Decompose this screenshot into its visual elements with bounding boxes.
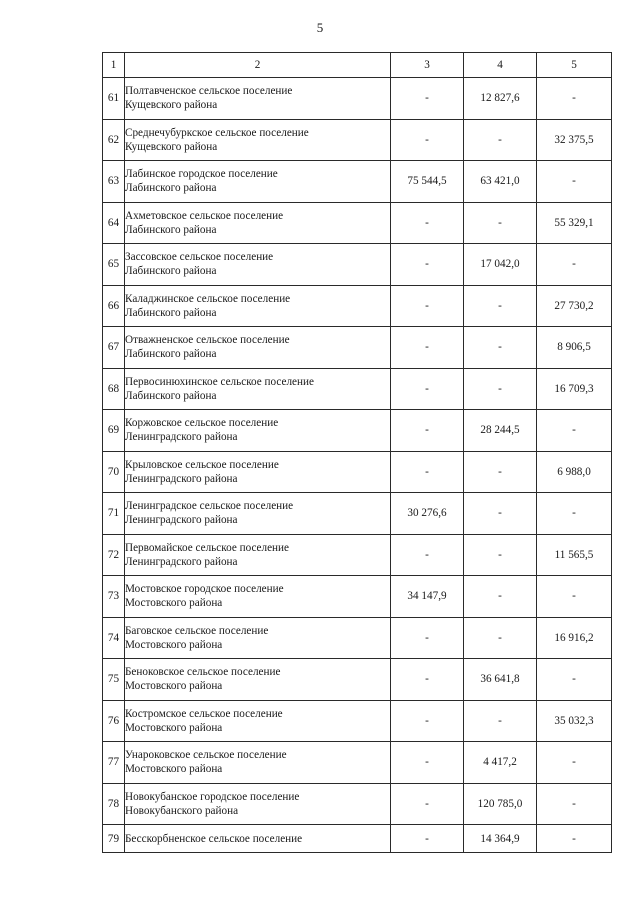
settlement-name-cell [125,327,391,369]
value-text: - [425,797,429,810]
value-cell-col-5 [537,534,612,576]
settlement-name-line: Отважненское сельское поселение [125,334,290,347]
settlement-name-line: Мостовского района [125,721,223,734]
table-row [103,119,612,161]
settlement-name-line: Унароковское сельское поселение [125,749,287,762]
value-cell-col-5 [537,368,612,410]
value-text: - [498,216,502,229]
row-number-cell: 75 [103,659,125,701]
value-cell-col-4 [464,119,537,161]
value-cell-col-4 [464,534,537,576]
settlement-name-cell [125,659,391,701]
value-text: - [572,590,576,603]
table-row [103,617,612,659]
settlement-name-line: Крыловское сельское поселение [125,458,279,471]
value-text: 16 916,2 [554,631,594,644]
value-cell-col-4 [464,576,537,618]
value-cell-col-4 [464,161,537,203]
header-cell-col-3: 3 [391,53,464,78]
settlement-name-line: Ленинградского района [125,555,238,568]
value-cell-col-5 [537,78,612,120]
row-number-cell: 73 [103,576,125,618]
settlement-name-line: Бесскорбненское сельское поселение [125,832,303,845]
value-text: - [572,92,576,105]
header-cell-col-1: 1 [103,53,125,78]
value-cell-col-3 [391,576,464,618]
value-cell-col-4 [464,783,537,825]
value-text: 120 785,0 [477,797,523,810]
value-cell-col-4 [464,285,537,327]
table-row [103,700,612,742]
row-number-cell: 63 [103,161,125,203]
value-text: 28 244,5 [480,424,520,437]
row-number-cell: 74 [103,617,125,659]
value-text: - [572,258,576,271]
table-row [103,659,612,701]
value-text: - [425,548,429,561]
value-text: - [425,631,429,644]
value-cell-col-5 [537,576,612,618]
value-cell-col-3 [391,285,464,327]
value-text: - [425,714,429,727]
table-row [103,742,612,784]
table-row [103,202,612,244]
value-text: 16 709,3 [554,382,594,395]
settlement-name-cell [125,617,391,659]
settlement-name-line: Лабинского района [125,223,217,236]
value-text: - [425,465,429,478]
value-cell-col-3 [391,327,464,369]
value-cell-col-3 [391,534,464,576]
settlement-name-cell [125,244,391,286]
value-cell-col-5 [537,700,612,742]
value-cell-col-3 [391,161,464,203]
settlement-name-line: Мостовского района [125,763,223,776]
row-number-cell: 79 [103,825,125,853]
row-number-cell: 72 [103,534,125,576]
settlement-name-line: Новокубанское городское поселение [125,790,300,803]
settlement-name-line: Зассовское сельское поселение [125,251,274,264]
value-text: 55 329,1 [554,216,594,229]
value-cell-col-4 [464,410,537,452]
value-cell-col-4 [464,78,537,120]
settlement-name-cell [125,285,391,327]
value-text: - [572,175,576,188]
row-number-cell: 69 [103,410,125,452]
value-cell-col-5 [537,659,612,701]
settlement-name-line: Полтавченское сельское поселение [125,85,293,98]
settlement-name-cell [125,368,391,410]
settlement-name-line: Ленинградского района [125,431,238,444]
value-cell-col-4 [464,617,537,659]
value-text: - [498,548,502,561]
value-cell-col-3 [391,617,464,659]
value-text: 14 364,9 [480,832,520,845]
table-row [103,451,612,493]
settlement-name-line: Лабинского района [125,265,217,278]
value-text: - [498,507,502,520]
table-row [103,285,612,327]
value-cell-col-3 [391,742,464,784]
value-cell-col-3 [391,451,464,493]
value-text: - [425,92,429,105]
value-cell-col-5 [537,244,612,286]
value-cell-col-3 [391,244,464,286]
value-text: - [498,465,502,478]
value-text: - [572,797,576,810]
settlement-name-line: Первосинюхинское сельское поселение [125,375,314,388]
settlement-name-line: Кущевского района [125,99,218,112]
value-cell-col-4 [464,493,537,535]
settlement-name-line: Лабинского района [125,348,217,361]
settlement-name-line: Ленинградского района [125,472,238,485]
value-text: - [425,299,429,312]
value-cell-col-3 [391,368,464,410]
table-row [103,327,612,369]
value-text: 32 375,5 [554,133,594,146]
value-text: - [425,133,429,146]
row-number-cell: 67 [103,327,125,369]
value-cell-col-3 [391,202,464,244]
value-text: 17 042,0 [480,258,520,271]
settlement-name-line: Лабинского района [125,182,217,195]
value-cell-col-4 [464,659,537,701]
value-cell-col-5 [537,410,612,452]
value-cell-col-4 [464,700,537,742]
value-text: 12 827,6 [480,92,520,105]
row-number-cell: 77 [103,742,125,784]
settlement-name-line: Костромское сельское поселение [125,707,283,720]
value-cell-col-3 [391,700,464,742]
table-row [103,576,612,618]
settlement-name-cell [125,161,391,203]
value-cell-col-5 [537,451,612,493]
value-cell-col-5 [537,202,612,244]
value-text: - [498,133,502,146]
header-cell-col-4: 4 [464,53,537,78]
settlement-name-line: Ленинградского района [125,514,238,527]
value-cell-col-5 [537,493,612,535]
table-row [103,825,612,853]
value-text: - [572,673,576,686]
value-cell-col-4 [464,327,537,369]
value-text: 27 730,2 [554,299,594,312]
value-text: 30 276,6 [407,507,447,520]
value-text: 11 565,5 [554,548,594,561]
row-number-cell: 61 [103,78,125,120]
settlement-name-cell [125,410,391,452]
value-text: - [572,507,576,520]
settlement-name-cell [125,534,391,576]
value-cell-col-4 [464,742,537,784]
settlement-name-line: Беноковское сельское поселение [125,666,281,679]
settlement-name-line: Баговское сельское поселение [125,624,269,637]
value-text: - [572,424,576,437]
value-text: - [498,299,502,312]
value-text: - [425,756,429,769]
row-number-cell: 65 [103,244,125,286]
settlement-name-line: Мостовское городское поселение [125,583,284,596]
settlement-name-cell [125,742,391,784]
value-text: - [572,832,576,845]
settlement-name-cell [125,825,391,853]
value-text: - [425,216,429,229]
settlement-name-line: Мостовского района [125,597,223,610]
row-number-cell: 66 [103,285,125,327]
table-row [103,368,612,410]
value-text: - [425,382,429,395]
value-cell-col-5 [537,783,612,825]
value-cell-col-4 [464,368,537,410]
value-text: - [498,590,502,603]
value-text: 8 906,5 [557,341,591,354]
value-cell-col-5 [537,617,612,659]
settlement-name-line: Мостовского района [125,680,223,693]
row-number-cell: 64 [103,202,125,244]
value-text: - [572,756,576,769]
table-row [103,493,612,535]
value-cell-col-3 [391,783,464,825]
value-cell-col-4 [464,244,537,286]
table-row [103,78,612,120]
value-text: 34 147,9 [407,590,447,603]
settlement-name-line: Ленинградское сельское поселение [125,500,294,513]
table-header-row [103,53,612,78]
settlement-name-line: Лабинское городское поселение [125,168,278,181]
row-number-cell: 71 [103,493,125,535]
row-number-cell: 68 [103,368,125,410]
header-cell-col-5: 5 [537,53,612,78]
table-row [103,244,612,286]
table-row [103,410,612,452]
value-text: - [425,258,429,271]
value-text: 4 417,2 [483,756,517,769]
settlement-name-line: Каладжинское сельское поселение [125,292,291,305]
table-row [103,783,612,825]
value-text: - [425,341,429,354]
value-text: - [425,424,429,437]
value-cell-col-5 [537,825,612,853]
settlement-name-line: Лабинского района [125,389,217,402]
table-row [103,534,612,576]
settlement-name-line: Мостовского района [125,638,223,651]
settlement-name-line: Новокубанского района [125,804,239,817]
value-text: 6 988,0 [557,465,591,478]
value-text: 75 544,5 [407,175,447,188]
value-cell-col-3 [391,493,464,535]
value-cell-col-3 [391,825,464,853]
settlement-name-cell [125,451,391,493]
value-cell-col-4 [464,825,537,853]
table-row [103,161,612,203]
value-cell-col-3 [391,78,464,120]
row-number-cell: 62 [103,119,125,161]
row-number-cell: 76 [103,700,125,742]
header-cell-col-2: 2 [125,53,391,78]
settlement-name-cell [125,119,391,161]
row-number-cell: 70 [103,451,125,493]
value-text: 63 421,0 [480,175,520,188]
settlement-name-line: Кущевского района [125,140,218,153]
value-text: - [498,382,502,395]
value-cell-col-4 [464,451,537,493]
value-cell-col-5 [537,285,612,327]
settlement-name-line: Среднечубуркское сельское поселение [125,126,309,139]
value-text: - [498,714,502,727]
settlement-name-cell [125,783,391,825]
row-number-cell: 78 [103,783,125,825]
value-cell-col-5 [537,119,612,161]
settlement-name-cell [125,700,391,742]
settlement-name-line: Лабинского района [125,306,217,319]
data-table [102,52,612,853]
settlement-name-cell [125,493,391,535]
value-cell-col-5 [537,161,612,203]
page-number: 5 [316,20,324,35]
settlement-name-line: Коржовское сельское поселение [125,417,279,430]
value-text: 35 032,3 [554,714,594,727]
value-cell-col-3 [391,410,464,452]
value-text: - [425,673,429,686]
value-cell-col-4 [464,202,537,244]
value-text: - [498,631,502,644]
value-text: - [498,341,502,354]
value-text: 36 641,8 [480,673,520,686]
settlement-name-cell [125,78,391,120]
value-cell-col-5 [537,327,612,369]
value-cell-col-3 [391,659,464,701]
value-text: - [425,832,429,845]
settlement-name-line: Первомайское сельское поселение [125,541,289,554]
settlement-name-cell [125,576,391,618]
settlement-name-line: Ахметовское сельское поселение [125,209,284,222]
value-cell-col-3 [391,119,464,161]
value-cell-col-5 [537,742,612,784]
settlement-name-cell [125,202,391,244]
